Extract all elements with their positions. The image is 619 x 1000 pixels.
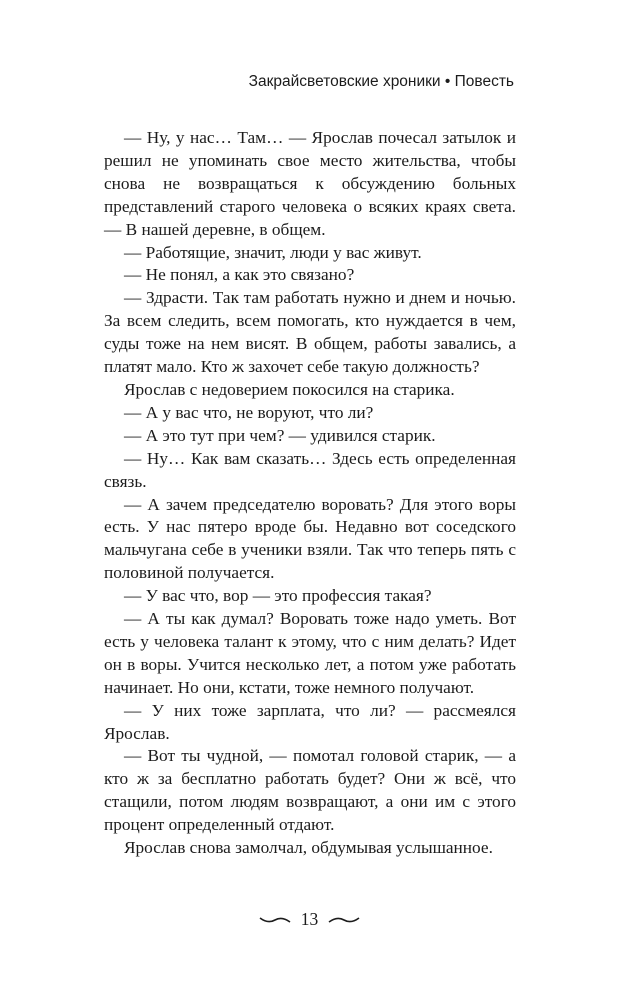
paragraph: — У них тоже зарплата, что ли? — рассмеялся Ярослав. bbox=[104, 700, 516, 743]
right-wave-ornament-icon bbox=[328, 915, 360, 925]
paragraph: — Работящие, значит, люди у вас живут. bbox=[124, 242, 422, 262]
paragraph: — Ну… Как вам сказать… Здесь есть определенная связь. bbox=[104, 448, 516, 491]
left-wave-ornament-icon bbox=[259, 915, 291, 925]
page-number: 13 bbox=[300, 909, 319, 929]
paragraph: — Здрасти. Так там работать нужно и днем и ночью. За всем следить, всем помогать, кто нуждается в чем, суды тоже на нем висят. В общем, работы завались, а платят мало. Кто ж захочет себе такую должность? bbox=[104, 288, 516, 377]
paragraph: Ярослав с недоверием покосился на старика. bbox=[124, 379, 455, 399]
paragraph: — Вот ты чудной, — помотал головой старик, — а кто ж за бесплатно работать будет? Они ж всё, что стащили, потом людям возвращают, а они им с этого процент определенный отдают. bbox=[104, 746, 516, 835]
paragraph: — А ты как думал? Воровать тоже надо уметь. Вот есть у человека талант к этому, что с ним делать? Идет он в воры. Учится несколько лет, а потом уже работать начинает. Но они, кстати, тоже немного получают. bbox=[104, 609, 516, 697]
paragraph: — А у вас что, не воруют, что ли? bbox=[124, 402, 374, 422]
running-head: Закрайсветовские хроники • Повесть bbox=[248, 73, 514, 90]
paragraph: Ярослав снова замолчал, обдумывая услышанное. bbox=[124, 838, 493, 858]
paragraph: — У вас что, вор — это профессия такая? bbox=[124, 586, 432, 606]
paragraph: — А зачем председателю воровать? Для этого воры есть. У нас пятеро вроде бы. Недавно вот соседского мальчугана себе в ученики взяли. Так что теперь пять с половиной получается. bbox=[104, 494, 516, 583]
page-footer bbox=[0, 909, 619, 930]
paragraph: — Ну, у нас… Там… — Ярослав почесал затылок и решил не упоминать свое место жительства, чтобы снова не возвращаться к обсуждению больных представлений старого человека о всяких краях света. — В нашей деревне, в общем. bbox=[104, 128, 516, 239]
body-text bbox=[104, 127, 516, 860]
paragraph: — А это тут при чем? — удивился старик. bbox=[124, 425, 436, 445]
paragraph: — Не понял, а как это связано? bbox=[124, 265, 355, 285]
